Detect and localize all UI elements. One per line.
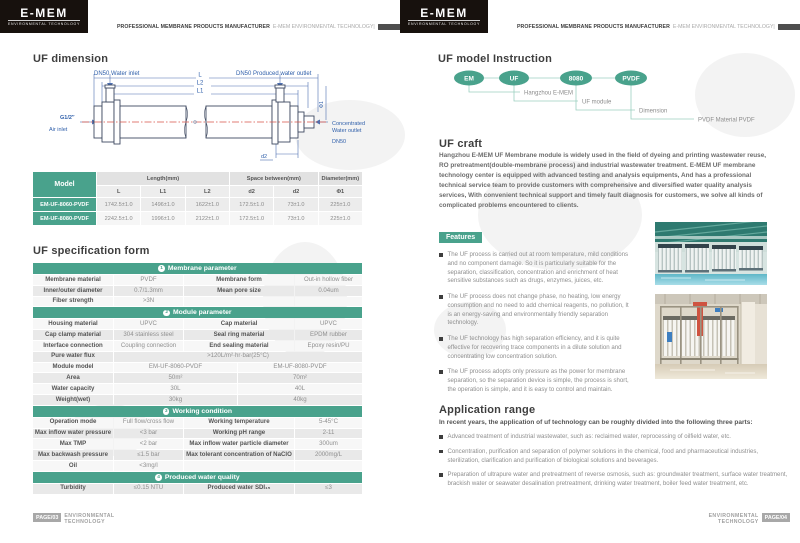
spec-row: Cap clamp material 304 stainless steel Seal ring material EPDM rubber <box>33 330 362 340</box>
model-table-col: Φ1 <box>319 186 362 197</box>
header-tagline-light: E-MEM ENVIRONMENTAL TECHNOLOGY| <box>672 24 775 30</box>
model-cell: 1742.5±1.0 <box>97 198 140 211</box>
square-bullet-icon <box>439 295 443 299</box>
footer-brand-text: ENVIRONMENTAL TECHNOLOGY <box>64 513 115 526</box>
model-table-col: L <box>97 186 140 197</box>
dim-L-label: L <box>198 72 202 79</box>
spec-row-halfspan: Weight(wet) 30kg 40kg <box>33 395 362 405</box>
spec-row: Fiber strength >3N <box>33 297 362 307</box>
produced-outlet-label: DN50 Produced water outlet <box>236 71 312 77</box>
feature-item: The UF process does not change phase, no heating, low energy consumption and no need to add chemical reagents, no pollution, It is an energy-saving and environmentally friendly separation technology. <box>439 293 633 328</box>
spec-section-title: UF specification form <box>33 245 150 257</box>
node-pvdf: PVDF <box>622 75 640 83</box>
header-tagline-bold: PROFESSIONAL MEMBRANE PRODUCTS MANUFACTURER <box>517 24 670 30</box>
model-cell: 225±1.0 <box>319 198 362 211</box>
node-uf: UF <box>509 75 519 83</box>
page-number-badge: PAGE/03 <box>33 513 61 522</box>
header-cn-badge <box>778 24 800 30</box>
water-inlet-label: DN50 Water inlet <box>94 71 140 77</box>
model-table-col: L1 <box>141 186 184 197</box>
header-tagline <box>117 24 402 30</box>
brand-logo <box>400 0 488 33</box>
diagram-labels <box>524 91 755 124</box>
spec-row: Operation mode Full flow/cross flow Working temperature 5-45°C <box>33 418 362 428</box>
spec-row-halfspan: Water capacity 30L 40L <box>33 384 362 394</box>
spec-row: Max TMP <2 bar Max inflow water particle diameter 300um <box>33 439 362 449</box>
features-badge: Features <box>439 232 482 243</box>
dim-L2-label: L2 <box>196 80 204 87</box>
label-pvdf-material: PVDF Material PVDF <box>698 117 755 124</box>
spec-header-module: 2 Module parameter <box>33 307 362 318</box>
craft-section-title: UF craft <box>439 138 483 150</box>
application-item: Preparation of ultrapure water and pretreatment of reverse osmosis, such as: groundwater treatment, surface water treatment, brackish water or seawater desalination pretreatment, drinking water treatment, boiler feed water treatment, etc. <box>439 471 791 489</box>
spec-row: Max backwash pressure ≤1.5 bar Max tolerant concentration of NaClO 2000mg/L <box>33 450 362 460</box>
feature-item: The UF technology has high separation efficiency, and it is quite effective for recovering trace components in a dilute solution and concentrating low concentration solution. <box>439 335 633 361</box>
application-intro: In recent years, the application of uf technology can be roughly divided into the following three parts: <box>439 419 753 426</box>
node-8080: 8080 <box>568 75 584 83</box>
section-number-icon: 4 <box>157 474 160 480</box>
page-number-badge: PAGE/04 <box>762 513 790 522</box>
square-bullet-icon <box>439 450 443 454</box>
phi1-label: Φ1 <box>319 101 325 108</box>
model-cell: 2122±1.0 <box>186 212 229 225</box>
g-half-label: G1/2″ <box>60 115 75 121</box>
spec-row: Membrane material PVDF Membrane form Out-in hollow fiber <box>33 275 362 285</box>
concentrated-label-1: Concentrated <box>332 121 366 127</box>
spec-row-halfspan: Module model EM-UF-8060-PVDF EM-UF-8080-PVDF <box>33 363 362 373</box>
header-cn-badge <box>378 24 402 30</box>
square-bullet-icon <box>439 435 443 439</box>
uf-plant-photo-1 <box>655 222 767 285</box>
phi-mid-label: Φ <box>193 120 199 124</box>
brand-logo-title: E-MEM <box>20 5 68 20</box>
application-item: Advanced treatment of industrial wastewater, such as: reclaimed water, reprocessing of oilfield water, etc. <box>439 433 791 442</box>
section-number-icon: 2 <box>165 310 169 316</box>
d2-label: d2 <box>261 154 268 160</box>
dimension-section-title: UF dimension <box>33 53 109 65</box>
model-instruction-diagram <box>438 66 778 128</box>
concentrated-label-2: Water outlet <box>332 128 362 134</box>
square-bullet-icon <box>439 370 443 374</box>
model-table <box>33 172 362 225</box>
spec-header-membrane: 1 Membrane parameter <box>33 263 362 274</box>
model-cell: 172.5±1.0 <box>230 198 273 211</box>
application-section-title: Application range <box>439 404 536 416</box>
uf-plant-photo-2 <box>655 294 767 379</box>
spec-row-halfspan: Area 50m² 70m² <box>33 373 362 383</box>
section-number-icon: 1 <box>160 266 163 271</box>
page-right <box>400 0 800 543</box>
brand-logo-subtitle: ENVIRONMENTAL TECHNOLOGY <box>8 22 80 27</box>
model-cell: 2242.5±1.0 <box>97 212 140 225</box>
model-cell: 1996±1.0 <box>141 212 184 225</box>
node-em: EM <box>464 75 474 83</box>
square-bullet-icon <box>439 337 443 341</box>
feature-item: The UF process is carried out at room temperature, mild conditions and no component damage. So it is particularly suitable for the separation, classification, concentration and enrichment of heat sensitive substances such as drugs, enzymes, juices, etc. <box>439 251 633 286</box>
model-table-header-model: Model <box>33 172 96 197</box>
application-item: Concentration, purification and separation of polymer solutions in the chemical, food and pharmaceutical industries, sterilization, clarification and purification of biological solutions and beverages. <box>439 448 791 466</box>
air-inlet-label: Air inlet <box>49 127 68 133</box>
model-table-group-diameter: Diameter(mm) <box>319 172 362 185</box>
brand-logo-title: E-MEM <box>420 5 468 20</box>
footer-brand-text: ENVIRONMENTAL TECHNOLOGY <box>708 513 759 526</box>
label-uf-module: UF module <box>582 99 612 106</box>
model-cell: 1622±1.0 <box>186 198 229 211</box>
spec-row: Housing material UPVC Cap material UPVC <box>33 319 362 329</box>
footer-right <box>400 513 790 525</box>
features-list <box>439 251 633 402</box>
concentrated-label-3: DN50 <box>332 139 347 145</box>
model-table-col: d2 <box>230 186 273 197</box>
model-cell: 225±1.0 <box>319 212 362 225</box>
brand-logo <box>0 0 88 33</box>
application-list <box>439 433 791 495</box>
dim-L1-label: L1 <box>196 88 204 95</box>
model-table-group-space: Space between(mm) <box>230 172 318 185</box>
model-row-name: EM-UF-8080-PVDF <box>33 212 96 225</box>
spec-row: Inner/outer diameter 0.7/1.3mm Mean pore size 0.04um <box>33 286 362 296</box>
model-table-col: d2 <box>274 186 317 197</box>
section-number-icon: 3 <box>164 408 168 414</box>
square-bullet-icon <box>439 253 443 257</box>
model-cell: 73±1.0 <box>274 212 317 225</box>
label-hangzhou: Hangzhou E-MEM <box>524 90 574 97</box>
square-bullet-icon <box>439 473 443 477</box>
craft-paragraph: Hangzhou E-MEM UF Membrane module is widely used in the field of dyeing and printing wastewater reuse, RO pretreatment(double-membrane process) and industrial wastewater treatment. E-MEM UF membrane technology center is equipped with advanced testing and analysis equipments, And has a professional technical service team to provide customers with comprehensive and diversified water quality analysis services, With convenient technical support and timely fault diagnosis for customers, we solve all kinds of complicated problems encountered to clients. <box>439 152 767 209</box>
footer-left <box>33 513 114 525</box>
spec-row: Interface connection Coupling connection End sealing material Epoxy resin/PU <box>33 341 362 351</box>
header-tagline-bold: PROFESSIONAL MEMBRANE PRODUCTS MANUFACTURER <box>117 24 270 30</box>
spec-row: Turbidity ≤0.15 NTU Produced water SDI₁₅ ≤3 <box>33 484 362 494</box>
model-table-col: L2 <box>186 186 229 197</box>
uf-dimension-drawing <box>36 68 386 168</box>
spec-row: Max inflow water pressure <3 bar Working pH range 2-11 <box>33 429 362 439</box>
model-cell: 172.5±1.0 <box>230 212 273 225</box>
spec-table <box>33 262 362 494</box>
spec-header-working: 3 Working condition <box>33 406 362 417</box>
model-cell: 1496±1.0 <box>141 198 184 211</box>
header-tagline-light: E-MEM ENVIRONMENTAL TECHNOLOGY| <box>272 24 375 30</box>
spec-row: Oil <3mg/l <box>33 461 362 471</box>
header-tagline <box>517 24 800 30</box>
model-table-group-length: Length(mm) <box>97 172 229 185</box>
brand-logo-subtitle: ENVIRONMENTAL TECHNOLOGY <box>408 22 480 27</box>
spec-header-quality: 4 Produced water quality <box>33 472 362 483</box>
spec-row-fullspan: Pure water flux >120L/m²·hr·bar(25°C) <box>33 352 362 362</box>
model-cell: 73±1.0 <box>274 198 317 211</box>
model-row-name: EM-UF-8060-PVDF <box>33 198 96 211</box>
label-dimension: Dimension <box>639 108 668 115</box>
feature-item: The UF process adopts only pressure as the power for membrane separation, so the separation device is simple, the process is short, the operation is simple, and it is easy to control and maintain. <box>439 368 633 394</box>
instruction-section-title: UF model Instruction <box>438 53 552 65</box>
